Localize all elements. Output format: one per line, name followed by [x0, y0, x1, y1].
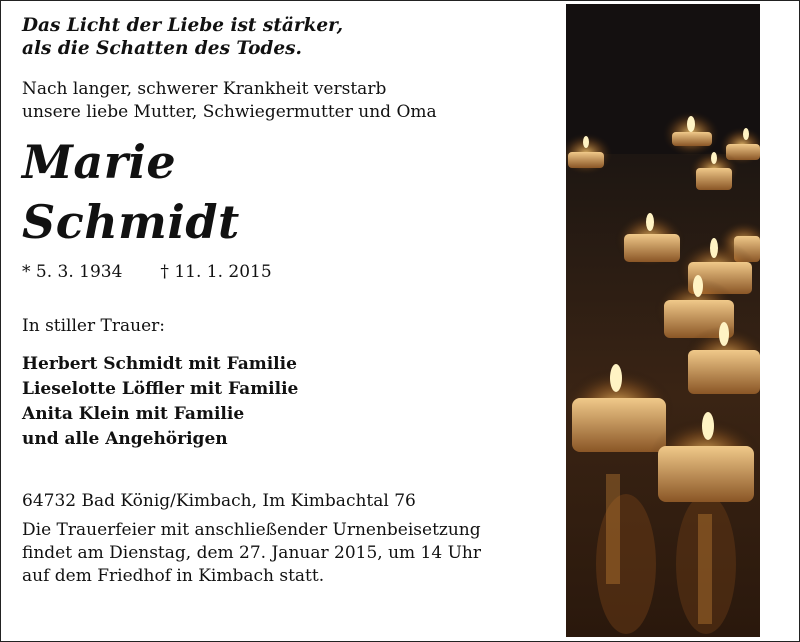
mourner-1: Herbert Schmidt mit Familie [22, 354, 297, 374]
mourner-4: und alle Angehörigen [22, 429, 228, 449]
birth-date: * 5. 3. 1934 [22, 262, 123, 282]
intro-line-2: unsere liebe Mutter, Schwiegermutter und Oma [22, 102, 437, 122]
candles-image [566, 4, 760, 637]
candle-4 [688, 150, 740, 190]
ceremony-line-3: auf dem Friedhof in Kimbach statt. [22, 566, 325, 586]
mourner-2: Lieselotte Löffler mit Familie [22, 379, 299, 399]
motto-line-2: als die Schatten des Todes. [22, 38, 302, 59]
mourning-label: In stiller Trauer: [22, 316, 165, 336]
last-name: Schmidt [22, 195, 240, 249]
intro [22, 78, 562, 124]
candles-photo [566, 4, 760, 637]
deceased-name [22, 132, 562, 252]
mourner-3: Anita Klein mit Familie [22, 404, 245, 424]
ceremony-info [22, 519, 562, 588]
motto-line-1: Das Licht der Liebe ist stärker, [22, 15, 344, 36]
motto [22, 14, 562, 60]
death-date: † 11. 1. 2015 [160, 262, 272, 282]
intro-line-1: Nach langer, schwerer Krankheit verstarb [22, 79, 387, 99]
candle-5 [614, 212, 686, 268]
first-name: Marie [22, 135, 177, 189]
obituary-text [22, 14, 562, 588]
life-dates [22, 262, 562, 282]
ceremony-line-1: Die Trauerfeier mit anschließender Urnenbeisetzung [22, 520, 481, 540]
address: 64732 Bad König/Kimbach, Im Kimbachtal 76 [22, 491, 416, 511]
ceremony-line-2: findet am Dienstag, dem 27. Januar 2015, um 14 Uhr [22, 543, 481, 563]
mourners-list [22, 352, 562, 452]
